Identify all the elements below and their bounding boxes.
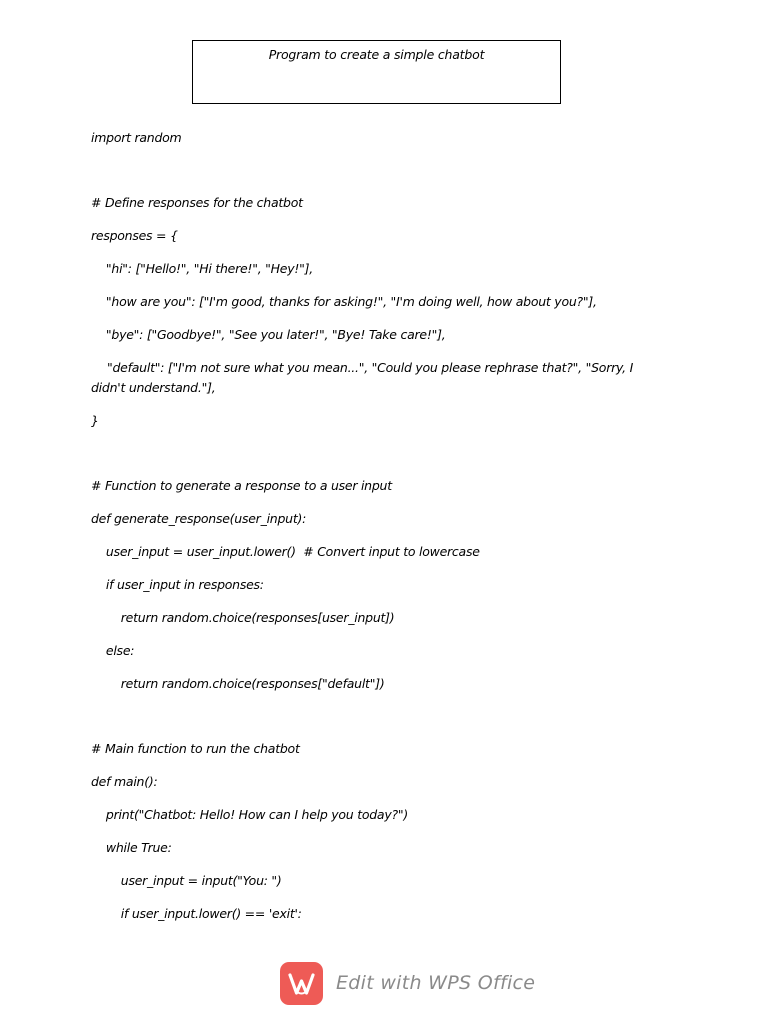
code-line: user_input = user_input.lower() # Convert input to lowercase [91, 544, 480, 559]
code-line: return random.choice(responses["default"]) [91, 676, 385, 691]
code-line: responses = { [91, 228, 178, 243]
code-line: return random.choice(responses[user_input]) [91, 610, 395, 625]
code-line: user_input = input("You: ") [91, 873, 282, 888]
code-line: print("Chatbot: Hello! How can I help you today?") [91, 807, 409, 822]
code-line: "bye": ["Goodbye!", "See you later!", "Bye! Take care!"], [91, 327, 446, 342]
code-line: import random [91, 130, 182, 145]
code-line: if user_input in responses: [91, 577, 264, 592]
code-line: def main(): [91, 774, 158, 789]
code-line: } [91, 413, 99, 428]
code-line: else: [91, 643, 135, 658]
title-box [192, 40, 561, 104]
code-line: # Define responses for the chatbot [91, 195, 303, 210]
code-line: def generate_response(user_input): [91, 511, 307, 526]
code-line: if user_input.lower() == 'exit': [91, 906, 302, 921]
code-line: while True: [91, 840, 172, 855]
document-title: Program to create a simple chatbot [268, 47, 485, 62]
code-line: # Function to generate a response to a user input [91, 478, 392, 493]
wps-edit-link[interactable]: Edit with WPS Office [336, 972, 536, 994]
code-line: "default": ["I'm not sure what you mean...", "Could you please rephrase that?", "Sorry, I didn't understand."], [91, 360, 634, 395]
code-line: # Main function to run the chatbot [91, 741, 300, 756]
wps-logo-icon[interactable] [280, 962, 323, 1005]
code-line: "hi": ["Hello!", "Hi there!", "Hey!"], [91, 261, 313, 276]
code-line: "how are you": ["I'm good, thanks for asking!", "I'm doing well, how about you?"], [91, 294, 597, 309]
